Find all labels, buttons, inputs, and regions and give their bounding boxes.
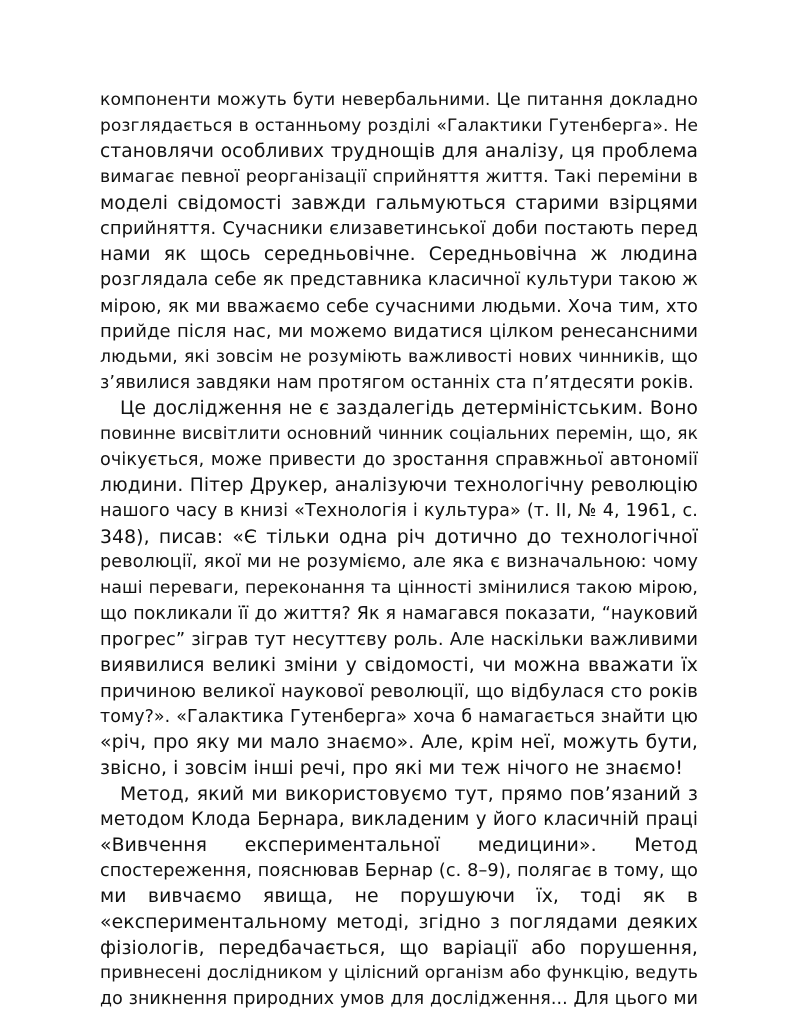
text-line: сприйняття. Сучасники єлизаветинської доби постають перед <box>100 218 698 240</box>
text-line: «Вивчення експериментальної медицини». Метод <box>100 834 698 856</box>
text-line: до зникнення природних умов для дослідження... Для цього ми <box>100 989 698 1010</box>
text-line: Метод, який ми використовуємо тут, прямо пов’язаний з <box>120 783 698 805</box>
text-line: моделі свідомості завжди гальмуються старими взірцями <box>100 192 698 214</box>
text-line: повинне висвітлити основний чинник соціальних перемін, що, як <box>100 423 698 444</box>
document-page <box>100 88 698 1013</box>
text-line: «експериментальному методі, згідно з поглядами деяких <box>100 912 698 933</box>
text-line: вимагає певної реорганізації сприйняття життя. Такі переміни в <box>100 167 698 188</box>
text-line: прогрес” зіграв тут несуттєву роль. Але наскільки важливими <box>100 629 698 651</box>
paragraph <box>100 782 698 1013</box>
text-line: розглядається в останньому розділі «Галактики Гутенберга». Не <box>100 115 698 136</box>
text-line: наші переваги, переконання та цінності змінилися такою мірою, <box>100 578 698 599</box>
text-line: людьми, які зовсім не розуміють важливості нових чинників, що <box>100 346 698 367</box>
text-line: очікується, може привести до зростання справжньої автономії <box>100 449 698 470</box>
text-line: компоненти можуть бути невербальними. Це питання докладно <box>100 90 698 110</box>
text-line: становлячи особливих труднощів для аналізу, ця проблема <box>100 141 698 163</box>
text-line: методом Клода Бернара, викладеним у його класичній праці <box>100 809 698 831</box>
text-line: ми вивчаємо явища, не порушуючи їх, тоді як в <box>100 886 698 908</box>
text-line: прийде після нас, ми можемо видатися цілком ренесансними <box>100 321 698 343</box>
text-line: розглядала себе як представника класичної культури такою ж <box>100 269 698 290</box>
paragraph <box>100 88 698 396</box>
text-line: причиною великої наукової революції, що відбулася сто років <box>100 680 698 702</box>
text-line: з’явилися завдяки нам протягом останніх ста п’ятдесяти років. <box>100 372 694 393</box>
text-line: тому?». «Галактика Гутенберга» хоча б намагається знайти цю <box>100 706 698 727</box>
text-line: 348), писав: «Є тільки одна річ дотично до технологічної <box>100 526 698 548</box>
text-line: звісно, і зовсім інші речі, про які ми теж нічого не знаємо! <box>100 757 684 779</box>
paragraph <box>100 396 698 781</box>
text-line: Це дослідження не є заздалегідь детерміністським. Воно <box>120 398 698 420</box>
text-line: привнесені дослідником у цілісний організм або функцію, ведуть <box>100 963 698 984</box>
text-line: мірою, як ми вважаємо себе сучасними людьми. Хоча тим, хто <box>100 295 698 317</box>
text-line: «річ, про яку ми мало знаємо». Але, крім неї, можуть бути, <box>100 732 698 754</box>
text-line: нами як щось середньовічне. Середньовічна ж людина <box>100 244 698 266</box>
text-line: фізіологів, передбачається, що варіації або порушення, <box>100 937 698 959</box>
text-line: спостереження, пояснював Бернар (с. 8–9), полягає в тому, що <box>100 860 698 881</box>
text-line: людини. Пітер Друкер, аналізуючи технологічну революцію <box>100 475 698 497</box>
text-line: революції, якої ми не розуміємо, але яка є визначальною: чому <box>100 552 698 573</box>
text-line: нашого часу в книзі «Технологія і культура» (т. II, № 4, 1961, с. <box>100 501 698 521</box>
text-line: виявилися великі зміни у свідомості, чи можна вважати їх <box>100 655 698 677</box>
text-line: що покликали її до життя? Як я намагався показати, “науковий <box>100 603 698 624</box>
